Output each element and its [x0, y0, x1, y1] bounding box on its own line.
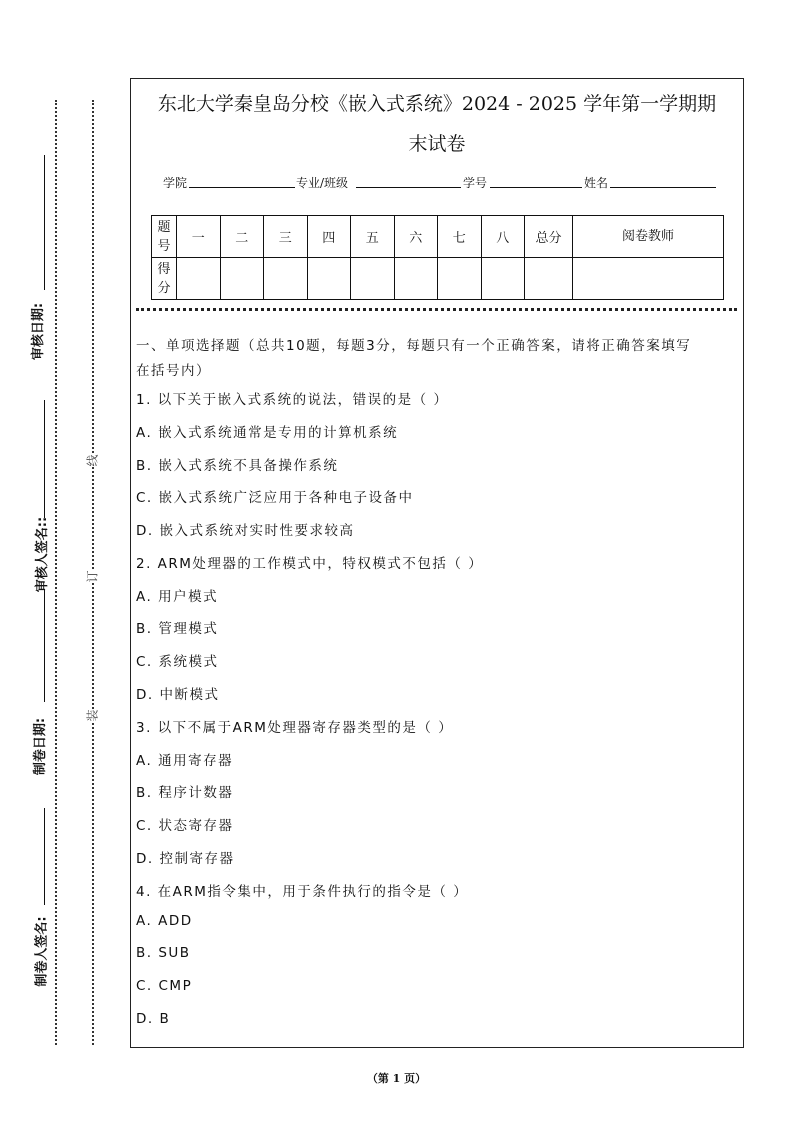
exam-title-cont: 末试卷	[408, 133, 466, 155]
option: B. 嵌入式系统不具备操作系统	[136, 458, 339, 474]
option: D. B	[136, 1011, 171, 1027]
col-header: 二	[220, 216, 264, 258]
page-number: （第 1 页）	[366, 1072, 427, 1085]
option: C. 嵌入式系统广泛应用于各种电子设备中	[136, 490, 414, 506]
section-heading-cont: 在括号内）	[136, 363, 211, 379]
major-class-field[interactable]	[356, 187, 461, 188]
score-cell[interactable]	[351, 258, 395, 300]
option: A. 用户模式	[136, 589, 219, 605]
exam-title: 东北大学秦皇岛分校《嵌入式系统》2024 - 2025 学年第一学期期	[157, 93, 717, 115]
score-cell[interactable]	[438, 258, 482, 300]
option: A. ADD	[136, 913, 193, 929]
college-label: 学院	[163, 176, 188, 190]
score-cell[interactable]	[220, 258, 264, 300]
score-row	[152, 258, 724, 300]
signature-line	[44, 808, 45, 905]
major-class-label: 专业/班级	[296, 176, 349, 190]
binding-char-ding: 订	[85, 570, 100, 583]
score-cell[interactable]	[264, 258, 308, 300]
row-label: 得分	[152, 258, 177, 300]
score-cell[interactable]	[177, 258, 221, 300]
maker-signature-label: 制卷人签名:	[34, 916, 50, 987]
college-field[interactable]	[189, 187, 295, 188]
score-cell[interactable]	[525, 258, 573, 300]
option: C. CMP	[136, 978, 193, 994]
col-header: 三	[264, 216, 308, 258]
option: D. 控制寄存器	[136, 851, 235, 867]
section-heading: 一、单项选择题（总共10题，每题3分，每题只有一个正确答案，请将正确答案填写	[136, 338, 692, 354]
score-cell[interactable]	[307, 258, 351, 300]
score-table	[151, 215, 724, 300]
col-header: 总分	[525, 216, 573, 258]
signature-line	[44, 155, 45, 290]
score-cell[interactable]	[481, 258, 525, 300]
col-header: 五	[351, 216, 395, 258]
col-header: 六	[394, 216, 438, 258]
name-label: 姓名	[584, 176, 609, 190]
binding-char-xian: 线	[85, 454, 100, 467]
question-4: 4. 在ARM指令集中，用于条件执行的指令是（ ）	[136, 884, 469, 900]
option: B. 程序计数器	[136, 785, 234, 801]
option: B. SUB	[136, 945, 191, 961]
name-field[interactable]	[610, 187, 716, 188]
question-number-row	[152, 216, 724, 258]
col-header: 七	[438, 216, 482, 258]
dotted-separator	[136, 308, 737, 311]
student-id-label: 学号	[463, 176, 488, 190]
col-header: 一	[177, 216, 221, 258]
option: C. 状态寄存器	[136, 818, 234, 834]
score-cell[interactable]	[573, 258, 724, 300]
col-header: 八	[481, 216, 525, 258]
option: D. 中断模式	[136, 687, 220, 703]
option: A. 嵌入式系统通常是专用的计算机系统	[136, 425, 399, 441]
signature-line	[44, 400, 45, 518]
made-date-label: 制卷日期:	[33, 717, 49, 776]
option: C. 系统模式	[136, 654, 219, 670]
row-label: 题号	[152, 216, 177, 258]
option: B. 管理模式	[136, 621, 219, 637]
review-date-label: 审核日期:	[31, 302, 47, 361]
margin-dotted-line	[55, 100, 57, 1045]
col-header: 四	[307, 216, 351, 258]
student-id-field[interactable]	[490, 187, 582, 188]
option: D. 嵌入式系统对实时性要求较高	[136, 523, 355, 539]
signature-line	[44, 590, 45, 702]
reviewer-signature-label: 审核人签名::	[35, 516, 51, 593]
binding-char-zhuang: 装	[85, 709, 100, 722]
col-header: 阅卷教师	[573, 216, 724, 258]
score-cell[interactable]	[394, 258, 438, 300]
option: A. 通用寄存器	[136, 753, 234, 769]
question-2: 2. ARM处理器的工作模式中，特权模式不包括（ ）	[136, 556, 484, 572]
question-3: 3. 以下不属于ARM处理器寄存器类型的是（ ）	[136, 720, 454, 736]
question-1: 1. 以下关于嵌入式系统的说法，错误的是（ ）	[136, 392, 449, 408]
